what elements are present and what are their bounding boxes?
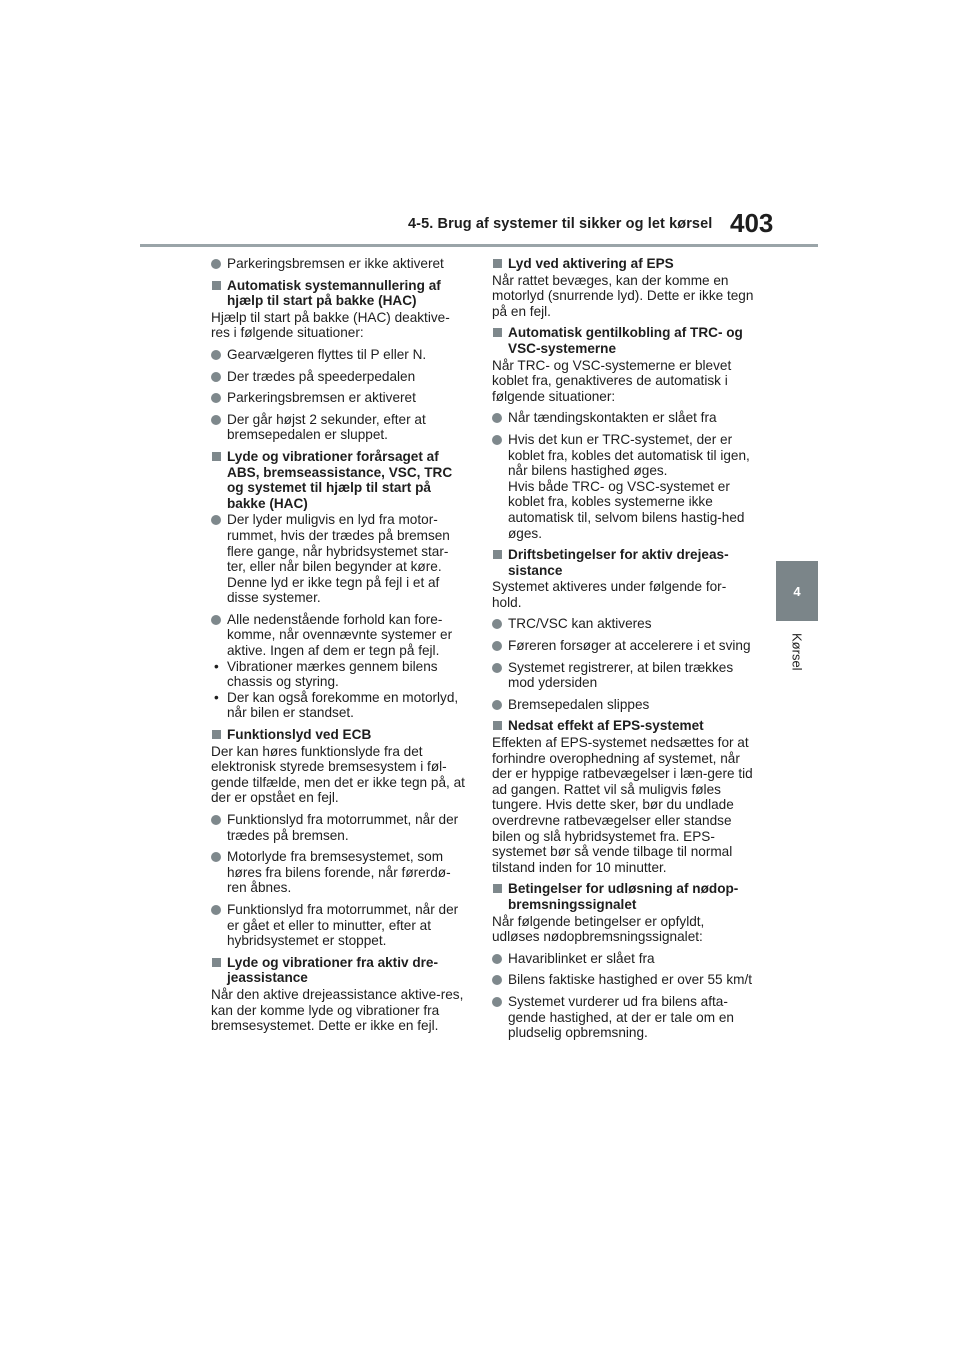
bullet-icon xyxy=(492,975,502,985)
square-icon xyxy=(212,730,221,739)
chapter-number: 4 xyxy=(793,583,801,599)
chapter-tab[interactable] xyxy=(776,561,818,621)
sub-bullet-icon: • xyxy=(214,689,219,705)
sub-list-item: • Der kan også forekomme en motorlyd, når bilen er standset. xyxy=(214,689,459,721)
bullet-icon xyxy=(211,372,221,382)
section-heading: Driftsbetingelser for aktiv drejeas-sistance xyxy=(492,547,754,578)
square-icon xyxy=(493,328,502,337)
section-heading: Funktionslyd ved ECB xyxy=(211,727,467,743)
paragraph: Når den aktive drejeassistance aktive-res, kan der komme lyde og vibrationer fra bremsesystemet. Dette er ikke en fejl. xyxy=(211,986,464,1034)
bullet-icon xyxy=(211,393,221,403)
section-heading: Automatisk gentilkobling af TRC- og VSC-systemerne xyxy=(492,325,754,356)
bullet-icon xyxy=(211,415,221,425)
square-icon xyxy=(493,259,502,268)
left-column xyxy=(211,256,467,1040)
bullet-icon xyxy=(492,435,502,445)
chapter-name: Kørsel xyxy=(789,633,805,671)
paragraph: Systemet aktiveres under følgende for-hold. xyxy=(492,579,727,610)
bullet-icon xyxy=(492,663,502,673)
paragraph: Hjælp til start på bakke (HAC) deaktive-res i følgende situationer: xyxy=(211,309,450,341)
list-item: Motorlyde fra bremsesystemet, som høres fra bilens forende, når førerdø-ren åbnes. xyxy=(211,849,467,896)
bullet-icon xyxy=(492,700,502,710)
paragraph: Når TRC- og VSC-systemerne er blevet koblet fra, genaktiveres de automatisk i følgende situationer: xyxy=(492,357,732,404)
list-item: Der går højst 2 sekunder, efter at bremsepedalen er sluppet. xyxy=(211,412,467,443)
bullet-icon xyxy=(492,997,502,1007)
bullet-icon xyxy=(492,413,502,423)
section-heading: Lyd ved aktivering af EPS xyxy=(492,256,754,272)
square-icon xyxy=(212,281,221,290)
list-item: Parkeringsbremsen er ikke aktiveret xyxy=(211,256,467,272)
bullet-icon xyxy=(211,515,221,525)
section-heading: Lyde og vibrationer fra aktiv dre-jeassistance xyxy=(211,955,467,986)
paragraph: Effekten af EPS-systemet nedsættes for at forhindre overophedning af systemet, når der er hyppige ratbevægelser i læn-gere tid ad gangen. Rattet vil så muligvis føles tungere. Hvis dette sker, bør du undlade overdrevne ratbevægelser eller standse bilen og slå hybridsystemet fra. EPS-systemet bør så vende tilbage til normal tilstand inden for 10 minutter. xyxy=(492,735,753,875)
sub-list-item: • Vibrationer mærkes gennem bilens chassis og styring. xyxy=(214,658,438,690)
list-item: Systemet registrerer, at bilen trækkes mod ydersiden xyxy=(492,660,754,691)
bullet-icon xyxy=(211,852,221,862)
list-item: Alle nedenstående forhold kan fore-komme, når ovennævnte systemer er aktive. Ingen af dem er tegn på fejl. xyxy=(211,612,467,659)
list-item: Funktionslyd fra motorrummet, når der trædes på bremsen. xyxy=(211,812,467,843)
list-item: Hvis det kun er TRC-systemet, der er koblet fra, kobles det automatisk til igen, når bilens hastighed øges. Hvis både TRC- og VSC-systemet er koblet fra, kobles systemerne ikke automatisk til, selvom bilens hastig-hed øges. xyxy=(492,432,754,541)
section-heading: Automatisk systemannullering af hjælp til start på bakke (HAC) xyxy=(211,278,467,309)
list-item: TRC/VSC kan aktiveres xyxy=(492,616,754,632)
list-item: Føreren forsøger at accelerere i et sving xyxy=(492,638,754,654)
paragraph: Når følgende betingelser er opfyldt, udløses nødopbremsningssignalet: xyxy=(492,913,705,945)
bullet-icon xyxy=(211,350,221,360)
square-icon xyxy=(212,452,221,461)
list-item: Der lyder muligvis en lyd fra motor-rummet, hvis der trædes på bremsen flere gange, når hybridsystemet star-ter, eller når bilen begynder at køre. Denne lyd er ikke tegn på fejl i et af disse systemer. xyxy=(211,512,467,606)
list-item: Gearvælgeren flyttes til P eller N. xyxy=(211,347,467,363)
square-icon xyxy=(493,884,502,893)
bullet-icon xyxy=(211,815,221,825)
right-column xyxy=(492,256,754,1047)
list-item: Parkeringsbremsen er aktiveret xyxy=(211,390,467,406)
sub-bullet-icon: • xyxy=(214,658,219,674)
square-icon xyxy=(493,550,502,559)
section-heading: Betingelser for udløsning af nødop-bremsningssignalet xyxy=(492,881,754,912)
bullet-icon xyxy=(211,615,221,625)
bullet-icon xyxy=(211,905,221,915)
page-number: 403 xyxy=(730,208,774,238)
bullet-icon xyxy=(492,954,502,964)
list-item: Bremsepedalen slippes xyxy=(492,697,754,713)
square-icon xyxy=(212,958,221,967)
bullet-icon xyxy=(492,641,502,651)
list-item: Systemet vurderer ud fra bilens afta-gende hastighed, at der er tale om en pludselig opbremsning. xyxy=(492,994,754,1041)
bullet-icon xyxy=(211,259,221,269)
square-icon xyxy=(493,721,502,730)
list-item: Funktionslyd fra motorrummet, når der er gået et eller to minutter, efter at hybridsystemet er stoppet. xyxy=(211,902,467,949)
section-title: 4-5. Brug af systemer til sikker og let kørsel xyxy=(408,216,713,232)
list-item: Der trædes på speederpedalen xyxy=(211,369,467,385)
list-item: Bilens faktiske hastighed er over 55 km/t xyxy=(492,972,754,988)
list-item: Når tændingskontakten er slået fra xyxy=(492,410,754,426)
paragraph: Der kan høres funktionslyde fra det elektronisk styrede bremsesystem i føl-gende tilfælde, men det er ikke tegn på, at der er opstået en fejl. xyxy=(211,743,465,806)
section-heading: Nedsat effekt af EPS-systemet xyxy=(492,718,754,734)
bullet-icon xyxy=(492,619,502,629)
section-heading: Lyde og vibrationer forårsaget af ABS, bremseassistance, VSC, TRC og systemet til hjælp til start på bakke (HAC) xyxy=(211,449,467,511)
header-divider xyxy=(140,244,818,247)
list-item: Havariblinket er slået fra xyxy=(492,951,754,967)
paragraph: Når rattet bevæges, kan der komme en motorlyd (snurrende lyd). Dette er ikke tegn på en fejl. xyxy=(492,272,754,319)
